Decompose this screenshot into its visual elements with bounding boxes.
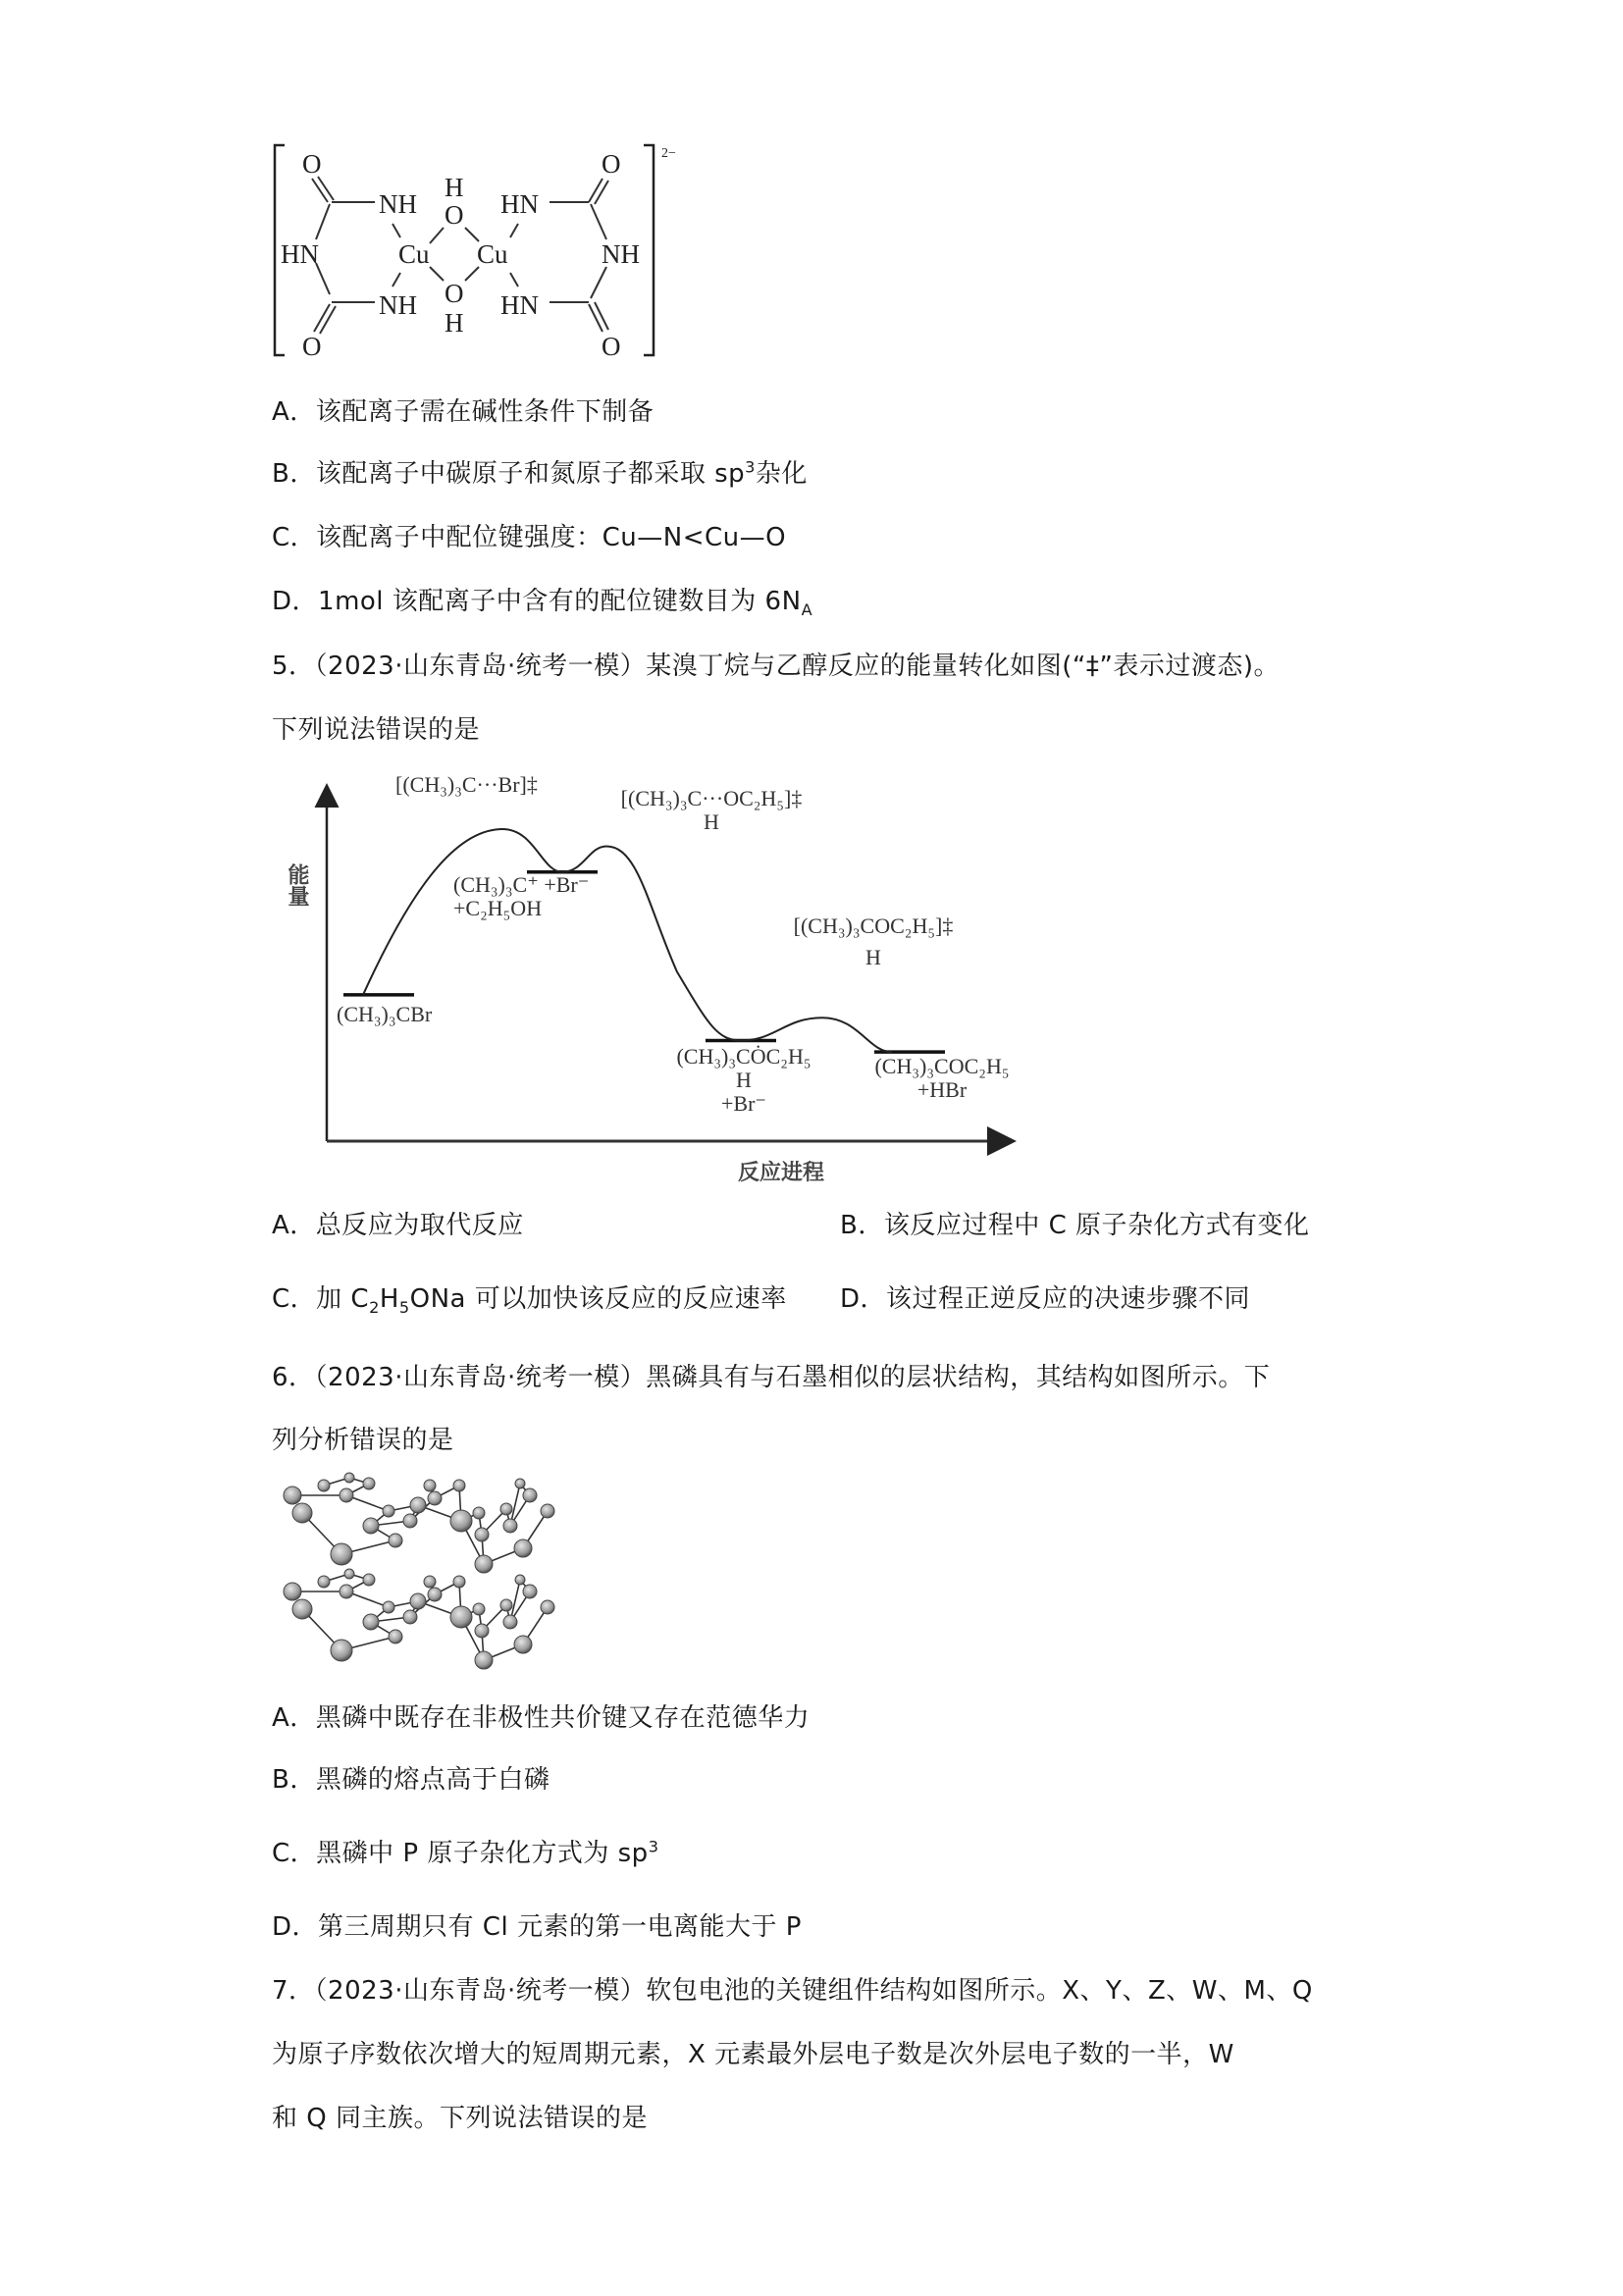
phosphorus-atom	[331, 1543, 352, 1565]
product-label	[854, 1055, 1030, 1102]
atom-o: O	[302, 332, 322, 361]
phosphorus-atom	[403, 1514, 417, 1528]
phosphorus-atom	[410, 1593, 426, 1609]
option-letter: D．	[840, 1284, 887, 1314]
question-stem: 黑磷具有与石墨相似的层状结构，其结构如图所示。下	[646, 1363, 1271, 1392]
phosphorus-atom	[383, 1505, 394, 1517]
black-phosphorus-structure	[273, 1472, 567, 1678]
product-label-line2: +HBr	[916, 1077, 968, 1102]
phosphorus-atom	[424, 1576, 436, 1588]
phosphorus-atom	[473, 1507, 485, 1519]
option-text: 黑磷中 P 原子杂化方式为 sp	[316, 1839, 649, 1868]
option-text: 第三周期只有 Cl 元素的第一电离能大于 P	[318, 1912, 802, 1942]
intermediate1-label-line2: +C₂H₅OH	[453, 896, 543, 920]
q5-stem-line2: 下列说法错误的是	[272, 715, 481, 745]
option-letter: D．	[272, 1912, 319, 1942]
option-text-tail: ONa 可以加快该反应的反应速率	[409, 1284, 787, 1314]
phosphorus-atom	[475, 1555, 493, 1573]
option-text: 该过程正逆反应的决速步骤不同	[886, 1284, 1251, 1314]
phosphorus-atom	[340, 1488, 353, 1502]
option-letter: B．	[840, 1211, 884, 1240]
option-text-tail: 杂化	[755, 459, 808, 489]
q5-option-a	[272, 1210, 524, 1241]
phosphorus-atom	[475, 1651, 493, 1669]
q6-option-b	[272, 1764, 550, 1796]
phosphorus-atom	[450, 1510, 472, 1532]
phosphorus-atom	[292, 1503, 312, 1523]
atom-cu: Cu	[477, 239, 508, 269]
charge-label: 2−	[661, 146, 676, 161]
option-text: 黑磷的熔点高于白磷	[315, 1765, 550, 1795]
ts3-label-line1: [(CH₃)₃COC₂H₅]‡	[793, 913, 954, 938]
q6-option-d	[272, 1911, 802, 1943]
question-source: （2023·山东青岛·统考一模）	[314, 1363, 647, 1392]
q5-option-b	[840, 1210, 1310, 1241]
y-axis-label: 能量	[285, 863, 310, 907]
atom-h: H	[445, 308, 464, 338]
intermediate2-label-line2: H	[736, 1068, 752, 1092]
subscript: A	[801, 600, 813, 620]
atom-o: O	[302, 149, 322, 179]
option-text: 黑磷中既存在非极性共价键又存在范德华力	[315, 1703, 811, 1733]
option-text: 该配离子需在碱性条件下制备	[315, 397, 654, 427]
phosphorus-atom	[450, 1606, 472, 1628]
phosphorus-atom	[523, 1585, 537, 1598]
subscript: 2	[369, 1298, 380, 1318]
question-number: 6．	[272, 1363, 315, 1392]
intermediate2-label-line1: (CH₃)₃CȮC₂H₅	[676, 1044, 812, 1069]
atom-o: O	[602, 149, 621, 179]
phosphorus-atom	[515, 1479, 525, 1488]
option-text: 加 C	[316, 1284, 370, 1314]
phosphorus-atom	[403, 1610, 417, 1624]
question-stem: 软包电池的关键组件结构如图所示。X、Y、Z、W、M、Q	[646, 1976, 1313, 2006]
atom-o: O	[602, 332, 621, 361]
phosphorus-atom	[453, 1480, 465, 1491]
option-letter: C．	[272, 1284, 317, 1314]
phosphorus-atom	[284, 1583, 301, 1600]
ts2-label-line2: H	[704, 809, 719, 834]
question-stem: 某溴丁烷与乙醇反应的能量转化如图(“‡”表示过渡态)。	[646, 652, 1280, 681]
phosphorus-atom	[363, 1574, 375, 1586]
option-letter: A．	[272, 1703, 316, 1733]
phosphorus-atom	[410, 1497, 426, 1513]
phosphorus-atom	[284, 1487, 301, 1504]
ts2-label	[594, 787, 829, 834]
phosphorus-atom	[500, 1503, 512, 1515]
option-text: 该配离子中配位键强度：Cu—N<Cu—O	[316, 523, 787, 552]
phosphorus-atom	[363, 1478, 375, 1489]
phosphorus-atom	[292, 1599, 312, 1619]
option-text: 1mol 该配离子中含有的配位键数目为 6N	[318, 587, 802, 616]
superscript: 3	[648, 1837, 659, 1856]
option-text: 总反应为取代反应	[315, 1211, 524, 1240]
option-letter: B．	[272, 1765, 316, 1795]
phosphorus-atom	[503, 1615, 517, 1629]
phosphorus-atom	[331, 1640, 352, 1661]
q5-option-d	[840, 1283, 1250, 1315]
phosphorus-atom	[500, 1599, 512, 1611]
phosphorus-atom	[318, 1480, 330, 1491]
phosphorus-atom	[541, 1600, 554, 1614]
atom-hn: HN	[281, 239, 319, 269]
q5-option-c	[272, 1283, 787, 1318]
intermediate2-label	[655, 1045, 832, 1116]
phosphorus-atom	[389, 1534, 402, 1547]
subscript: 5	[398, 1298, 410, 1318]
question-source: （2023·山东青岛·统考一模）	[314, 652, 647, 681]
option-letter: A．	[272, 1211, 316, 1240]
q6-stem-line2: 列分析错误的是	[272, 1426, 454, 1455]
option-text: 该反应过程中 C 原子杂化方式有变化	[883, 1211, 1310, 1240]
phosphorus-atom	[363, 1518, 379, 1534]
phosphorus-atom	[389, 1630, 402, 1644]
option-text: 该配离子中碳原子和氮原子都采取 sp	[315, 459, 746, 489]
phosphorus-atom	[424, 1480, 436, 1491]
phosphorus-atom	[344, 1569, 354, 1579]
atom-nh: NH	[602, 239, 640, 269]
phosphorus-atom	[475, 1528, 489, 1541]
atom-nh: NH	[379, 189, 417, 219]
intermediate2-label-line3: +Br⁻	[720, 1091, 767, 1116]
q6-option-a	[272, 1702, 810, 1734]
option-letter: C．	[272, 1839, 317, 1868]
intermediate1-label-line1: (CH₃)₃C⁺ +Br⁻	[453, 872, 590, 897]
superscript: 3	[745, 457, 756, 477]
intermediate1-label	[453, 873, 589, 920]
phosphorus-atom	[428, 1491, 442, 1505]
atom-hn: HN	[500, 290, 539, 320]
ts3-label-line2: H	[865, 945, 881, 969]
atom-o: O	[445, 200, 464, 230]
phosphorus-atom	[514, 1539, 532, 1557]
atom-cu: Cu	[398, 239, 430, 269]
q7-stem-line1	[272, 1975, 1313, 2007]
option-letter: A．	[272, 397, 316, 427]
phosphorus-atom	[523, 1488, 537, 1502]
phosphorus-layer-bottom	[284, 1569, 554, 1669]
reactant-label: (CH₃)₃CBr	[337, 1002, 433, 1026]
q7-stem-line3: 和 Q 同主族。下列说法错误的是	[272, 2104, 648, 2133]
option-letter: D．	[272, 587, 319, 616]
option-letter: B．	[272, 459, 316, 489]
atom-o: O	[445, 279, 464, 308]
question-number: 5．	[272, 652, 315, 681]
option-text-mid: H	[379, 1284, 399, 1314]
phosphorus-atom	[453, 1576, 465, 1588]
q6-stem-line1	[272, 1362, 1270, 1393]
phosphorus-atom	[515, 1575, 525, 1585]
phosphorus-layer-top	[284, 1473, 554, 1573]
question-source: （2023·山东青岛·统考一模）	[314, 1976, 647, 2006]
product-label-line1: (CH₃)₃COC₂H₅	[874, 1054, 1010, 1078]
phosphorus-atom	[363, 1614, 379, 1630]
ts1-label: [(CH₃)₃C···Br]‡	[395, 772, 538, 797]
phosphorus-atom	[541, 1504, 554, 1518]
atom-nh: NH	[379, 290, 417, 320]
ts2-label-line1: [(CH₃)₃C···OC₂H₅]‡	[620, 786, 803, 810]
option-letter: C．	[272, 523, 317, 552]
ts3-label	[765, 914, 981, 969]
q6-option-c	[272, 1838, 658, 1869]
phosphorus-atom	[428, 1588, 442, 1601]
q7-stem-line2: 为原子序数依次增大的短周期元素，X 元素最外层电子数是次外层电子数的一半，W	[272, 2040, 1234, 2069]
atom-h: H	[445, 173, 464, 202]
phosphorus-atom	[475, 1624, 489, 1638]
phosphorus-atom	[503, 1519, 517, 1533]
x-axis-label: 反应进程	[738, 1160, 825, 1185]
phosphorus-atom	[473, 1603, 485, 1615]
phosphorus-atom	[383, 1601, 394, 1613]
phosphorus-atom	[514, 1636, 532, 1653]
atom-hn: HN	[500, 189, 539, 219]
phosphorus-atom	[318, 1576, 330, 1588]
phosphorus-atom	[340, 1585, 353, 1598]
question-number: 7．	[272, 1976, 315, 2006]
phosphorus-atom	[344, 1473, 354, 1483]
